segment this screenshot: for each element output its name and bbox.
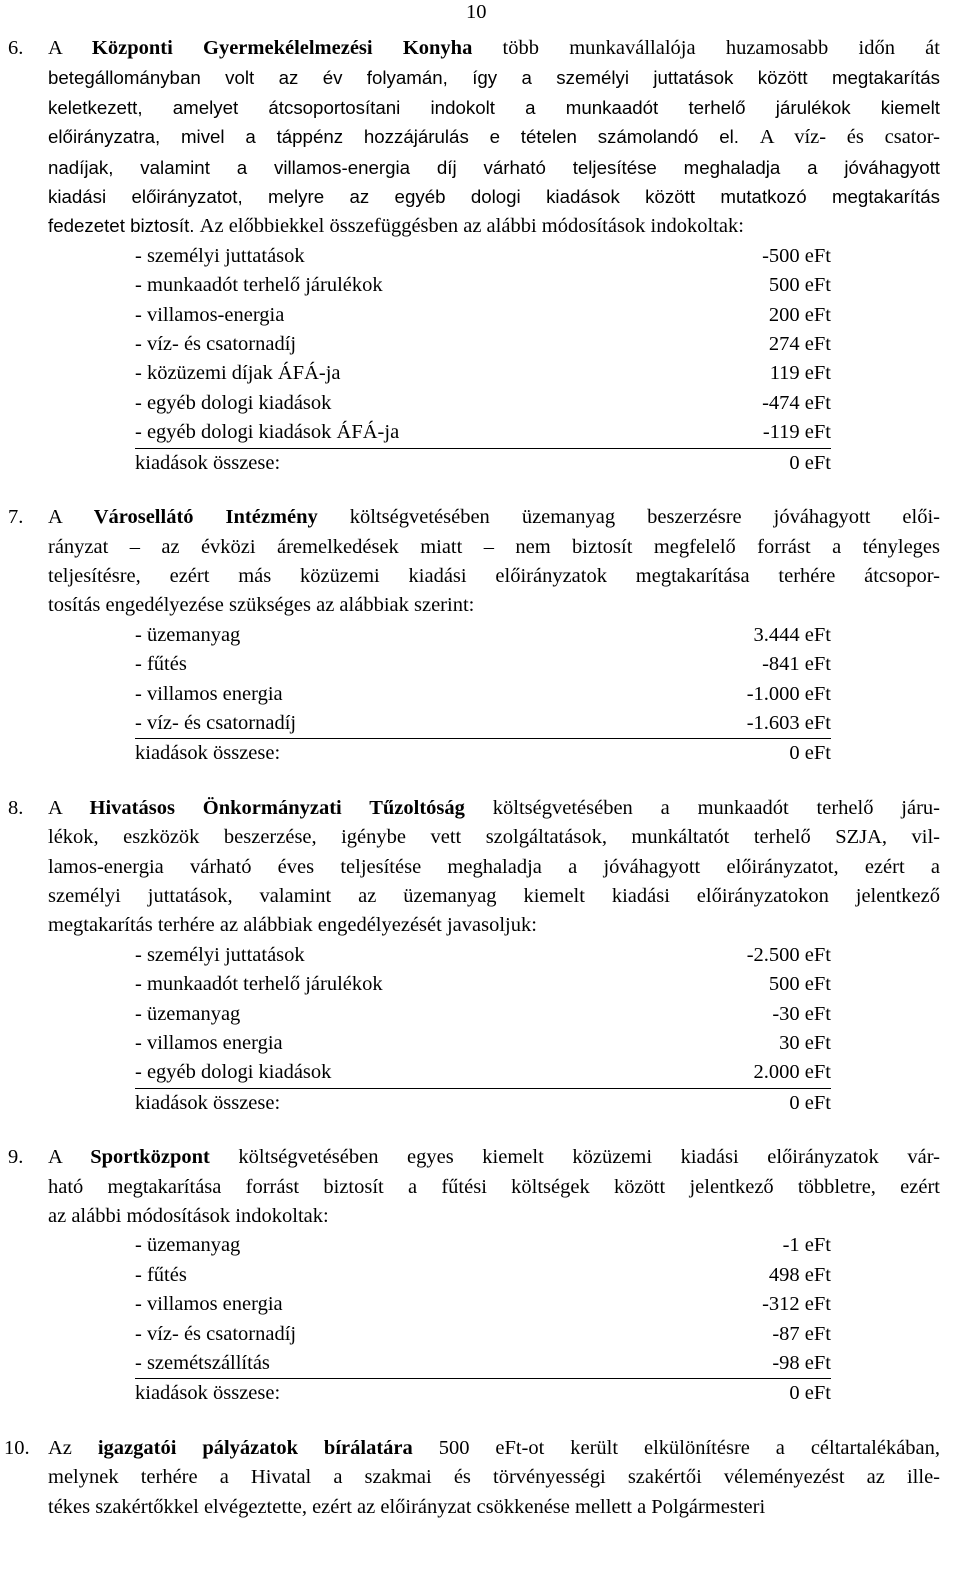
table-row <box>135 970 831 999</box>
item-label: - üzemanyag <box>135 623 241 646</box>
paragraph-line: A Központi Gyermekélelmezési Konyha több munkavállalója huzamosabb időn át <box>48 37 940 59</box>
bold-name: igazgatói pályázatok bírálatára <box>97 1436 413 1459</box>
total-label: kiadások összese: <box>135 451 281 474</box>
paragraph-line: az alábbi módosítások indokoltak: <box>48 1205 329 1228</box>
amount-table <box>135 941 831 1118</box>
paragraph-line: személyi juttatások, valamint az üzemanyag kiemelt kiadási előirányzatokon jelentkező <box>48 884 940 907</box>
table-row <box>135 301 831 330</box>
item-label: - munkaadót terhelő járulékok <box>135 274 383 297</box>
section-number: 9. <box>8 1146 24 1169</box>
bold-name: Központi Gyermekélelmezési Konyha <box>91 37 473 59</box>
paragraph-line: nadíjak, valamint a villamos-energia díj várható teljesítése meghaladja a jóváhagyott <box>48 156 940 178</box>
paragraph-line: melynek terhére a Hivatal a szakmai és törvényességi szakértői véleményezést az ille- <box>48 1466 940 1489</box>
total-row <box>135 739 831 769</box>
item-label: - víz- és csatornadíj <box>135 1322 297 1345</box>
item-amount: -2.500 eFt <box>746 943 831 966</box>
table-row <box>135 709 831 739</box>
item-amount: 498 eFt <box>768 1263 831 1286</box>
item-amount: 30 eFt <box>779 1032 831 1054</box>
item-amount: -1.603 eFt <box>592 709 831 739</box>
section-number: 8. <box>8 796 24 819</box>
table-row <box>135 680 831 709</box>
item-amount: -87 eFt <box>772 1322 831 1345</box>
item-label: - egyéb dologi kiadások ÁFÁ-ja <box>135 418 687 448</box>
item-label: - villamos energia <box>135 1293 283 1316</box>
item-amount: -119 eFt <box>687 418 831 448</box>
item-label: - fűtés <box>135 1263 187 1286</box>
table-row <box>135 1261 831 1290</box>
total-amount: 0 eFt <box>789 451 831 474</box>
table-row <box>135 1000 831 1029</box>
item-amount: -1.000 eFt <box>746 682 831 705</box>
item-label: - személyi juttatások <box>135 244 305 267</box>
item-label: - fűtés <box>135 653 187 676</box>
item-amount: -312 eFt <box>762 1293 831 1316</box>
total-row <box>135 448 831 478</box>
amount-table <box>135 621 831 769</box>
section-paragraph <box>48 503 940 621</box>
total-row <box>135 1379 831 1409</box>
total-label: kiadások összese: <box>135 1382 281 1405</box>
paragraph-line: megtakarítás terhére az alábbiak engedélyezését javasoljuk: <box>48 914 537 937</box>
section-6 <box>0 34 960 503</box>
section-paragraph <box>48 794 940 941</box>
item-label: - személyi juttatások <box>135 943 305 966</box>
table-row <box>135 1231 831 1260</box>
section-number: 10. <box>4 1436 30 1459</box>
section-paragraph <box>48 1434 940 1522</box>
paragraph-line: előirányzatra, mivel a táppénz hozzájárulás e tételen számolandó el. A víz- és csator- <box>48 126 940 149</box>
bold-name: Sportközpont <box>90 1146 210 1169</box>
item-amount: 500 eFt <box>768 274 831 297</box>
paragraph-line: A Városellátó Intézmény költségvetésében üzemanyag beszerzésre jóváhagyott elői- <box>48 506 940 529</box>
table-row <box>135 418 831 448</box>
total-label: kiadások összese: <box>135 742 281 765</box>
paragraph-line: A Hivatásos Önkormányzati Tűzoltóság költségvetésében a munkaadót terhelő járu- <box>48 796 940 819</box>
section-number: 6. <box>8 37 24 59</box>
item-label: - egyéb dologi kiadások <box>135 391 332 414</box>
item-label: - közüzemi díjak ÁFÁ-ja <box>135 362 341 385</box>
item-amount: 274 eFt <box>768 333 831 356</box>
section-9 <box>0 1143 960 1434</box>
paragraph-line: teljesítésre, ezért más közüzemi kiadási előirányzatok megtakarítása terhére átcsopor- <box>48 564 940 587</box>
paragraph-line: betegállományban volt az év folyamán, így a személyi juttatások között megtakarítás <box>48 67 940 89</box>
table-row <box>135 330 831 359</box>
item-label: - víz- és csatornadíj <box>135 333 297 356</box>
item-label: - víz- és csatornadíj <box>135 709 592 739</box>
item-label: - villamos-energia <box>135 303 285 326</box>
section-8 <box>0 794 960 1143</box>
paragraph-line: ható megtakarítása forrást biztosít a fűtési költségek között jelentkező többletre, ezért <box>48 1175 940 1198</box>
table-row <box>135 941 831 970</box>
paragraph-line: fedezetet biztosít. Az előbbiekkel összefüggésben az alábbi módosítások indokoltak: <box>48 215 744 238</box>
item-amount: -1 eFt <box>782 1234 831 1257</box>
bold-name: Városellátó Intézmény <box>93 506 318 529</box>
item-amount: 200 eFt <box>768 303 831 326</box>
table-row <box>135 1290 831 1319</box>
amount-table <box>135 1231 831 1408</box>
item-label: - üzemanyag <box>135 1002 241 1025</box>
item-label: - villamos energia <box>135 682 283 705</box>
table-row <box>135 650 831 679</box>
total-amount: 0 eFt <box>789 1091 831 1114</box>
table-row <box>135 271 831 300</box>
table-row <box>135 1058 831 1088</box>
total-row <box>135 1088 831 1118</box>
table-row <box>135 1320 831 1349</box>
section-paragraph <box>48 34 940 242</box>
item-amount: 3.444 eFt <box>753 623 831 646</box>
item-amount: 500 eFt <box>768 973 831 996</box>
item-amount: 119 eFt <box>769 362 831 385</box>
table-row <box>135 359 831 388</box>
section-10 <box>0 1434 960 1522</box>
table-row <box>135 1029 831 1058</box>
table-row <box>135 621 831 650</box>
paragraph-line: lékok, eszközök beszerzése, igénybe vett szolgáltatások, munkáltatót terhelő SZJA, vil- <box>48 826 940 849</box>
paragraph-line: rányzat – az évközi áremelkedések miatt – nem biztosít megfelelő forrást a tényleges <box>48 535 940 558</box>
section-7 <box>0 503 960 794</box>
table-row <box>135 1349 831 1379</box>
table-row <box>135 242 831 271</box>
section-number: 7. <box>8 506 24 529</box>
paragraph-line: lamos-energia várható éves teljesítése meghaladja a jóváhagyott előirányzatot, ezért a <box>48 855 940 878</box>
document-body <box>0 34 960 1522</box>
item-amount: -841 eFt <box>762 653 831 676</box>
item-label: - üzemanyag <box>135 1234 241 1257</box>
item-label: - egyéb dologi kiadások <box>135 1058 654 1088</box>
paragraph-line: Az igazgatói pályázatok bírálatára 500 eFt-ot került elkülönítésre a céltartalékában, <box>48 1436 941 1459</box>
paragraph-line: keletkezett, amelyet átcsoportosítani indokolt a munkaadót terhelő járulékok kiemelt <box>48 96 940 118</box>
paragraph-line: kiadási előirányzatot, melyre az egyéb dologi kiadások között mutatkozó megtakarítás <box>48 186 940 208</box>
item-amount: 2.000 eFt <box>654 1058 831 1088</box>
item-amount: -474 eFt <box>762 391 831 414</box>
paragraph-line: tosítás engedélyezése szükséges az alábbiak szerint: <box>48 594 475 617</box>
total-label: kiadások összese: <box>135 1091 281 1114</box>
item-label: - munkaadót terhelő járulékok <box>135 973 383 996</box>
item-label: - villamos energia <box>135 1032 283 1054</box>
item-amount: -30 eFt <box>772 1002 831 1025</box>
page-number: 10 <box>466 1 487 23</box>
item-amount: -500 eFt <box>762 244 831 267</box>
paragraph-line: tékes szakértőkkel elvégeztette, ezért az előirányzat csökkenése mellett a Polgármesteri <box>48 1495 766 1518</box>
item-label: - szemétszállítás <box>135 1349 622 1379</box>
item-amount: -98 eFt <box>622 1349 831 1379</box>
table-row <box>135 389 831 418</box>
bold-name: Hivatásos Önkormányzati Tűzoltóság <box>89 796 465 819</box>
paragraph-line: A Sportközpont költségvetésében egyes kiemelt közüzemi kiadási előirányzatok vár- <box>48 1146 940 1169</box>
section-paragraph <box>48 1143 940 1231</box>
total-amount: 0 eFt <box>789 1382 831 1405</box>
amount-table <box>135 242 831 478</box>
total-amount: 0 eFt <box>789 742 831 765</box>
